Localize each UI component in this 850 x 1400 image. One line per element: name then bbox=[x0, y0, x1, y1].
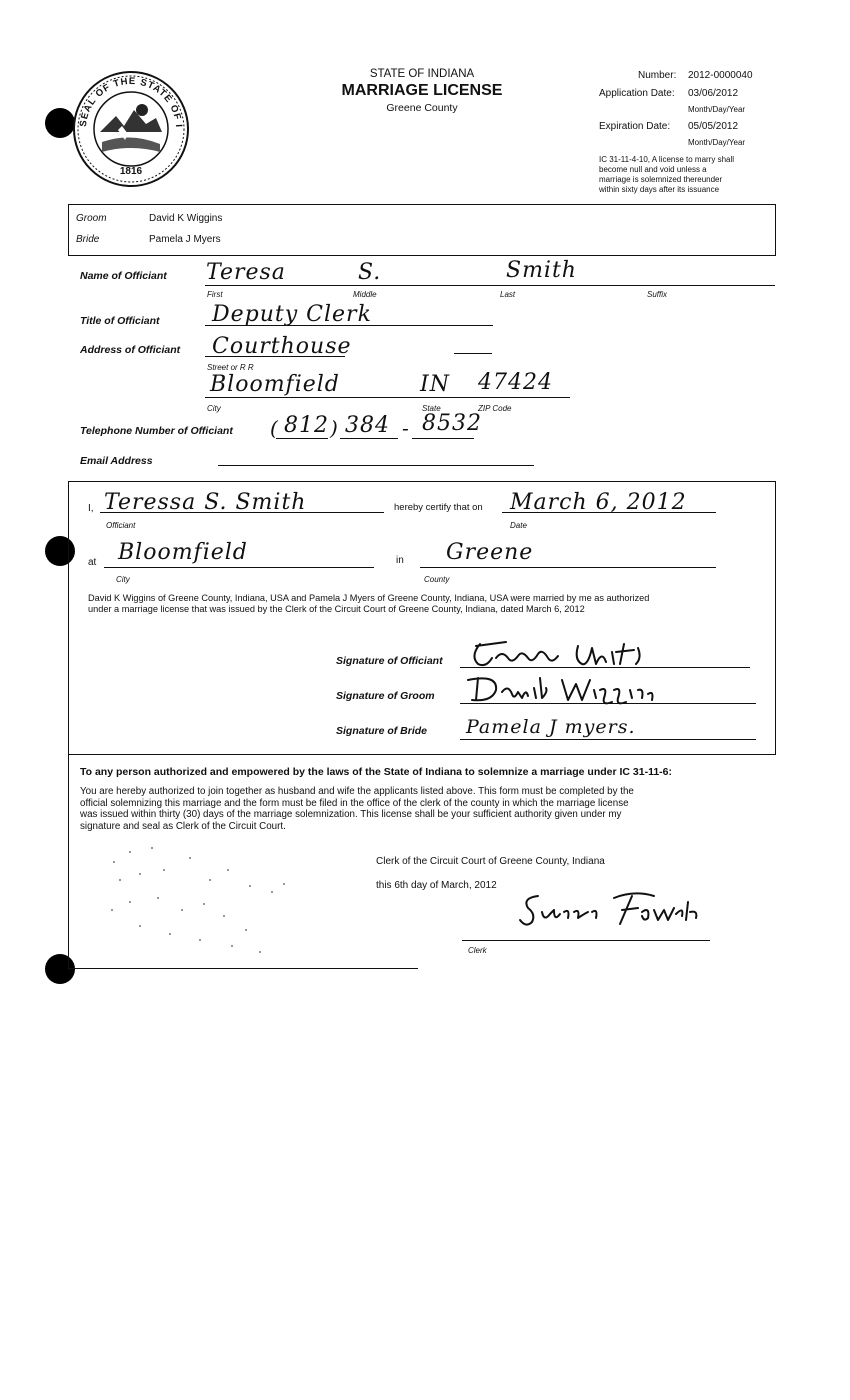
cert-date-caption: Date bbox=[510, 521, 527, 530]
sig-groom-line bbox=[460, 703, 756, 704]
cert-officiant-caption: Officiant bbox=[106, 521, 136, 530]
officiant-street-line bbox=[205, 356, 345, 357]
notice-line: marriage is solemnized thereunder bbox=[599, 175, 723, 184]
document-title: MARRIAGE LICENSE bbox=[341, 82, 503, 99]
authority-body-line: official solemnizing this marriage and the form must be filed in the office of the clerk of the county in which the marriage license bbox=[80, 797, 629, 809]
expiration-date-format: Month/Day/Year bbox=[688, 138, 746, 147]
groom-label: Groom bbox=[76, 213, 107, 224]
officiant-email-line bbox=[218, 465, 534, 466]
phone-prefix-line bbox=[340, 438, 398, 439]
cert-statement bbox=[88, 593, 768, 615]
sig-bride-label: Signature of Bride bbox=[336, 725, 428, 737]
officiant-first-name: Teresa bbox=[206, 260, 286, 285]
officiant-name-label: Name of Officiant bbox=[80, 270, 167, 282]
application-date-format: Month/Day/Year bbox=[688, 105, 746, 114]
sig-officiant-label: Signature of Officiant bbox=[336, 655, 443, 667]
license-number: 2012-0000040 bbox=[688, 70, 753, 81]
cert-date: March 6, 2012 bbox=[510, 490, 687, 515]
punch-hole-top bbox=[45, 108, 75, 138]
state-seal bbox=[72, 70, 190, 188]
phone-number-line bbox=[412, 438, 474, 439]
sig-groom-label: Signature of Groom bbox=[336, 690, 435, 702]
officiant-email-label: Email Address bbox=[80, 455, 153, 467]
phone-close-paren: ) bbox=[330, 416, 339, 440]
application-date-label: Application Date: bbox=[599, 88, 675, 99]
officiant-title-label: Title of Officiant bbox=[80, 315, 160, 327]
officiant-title: Deputy Clerk bbox=[212, 302, 372, 327]
clerk-signature bbox=[514, 888, 704, 932]
phone-area-line bbox=[276, 438, 328, 439]
phone-line-number: 8532 bbox=[422, 411, 482, 436]
notice-line: become null and void unless a bbox=[599, 165, 707, 174]
phone-open-paren: ( bbox=[270, 416, 279, 440]
county-heading: Greene County bbox=[386, 102, 458, 114]
left-margin-rule bbox=[68, 754, 69, 970]
application-date: 03/06/2012 bbox=[688, 88, 739, 99]
expiration-date-label: Expiration Date: bbox=[599, 121, 671, 132]
cert-city: Bloomfield bbox=[118, 540, 248, 565]
clerk-of-court: Clerk of the Circuit Court of Greene County, Indiana bbox=[376, 856, 605, 867]
expiration-date: 05/05/2012 bbox=[688, 121, 739, 132]
officiant-city: Bloomfield bbox=[210, 372, 340, 397]
officiant-middle-name: S. bbox=[358, 260, 382, 285]
embossed-clerk-seal bbox=[100, 840, 290, 960]
officiant-street: Courthouse bbox=[212, 334, 352, 359]
phone-dash: - bbox=[402, 416, 410, 440]
officiant-signature bbox=[466, 636, 676, 670]
clerk-signature-line bbox=[462, 940, 710, 941]
authority-body bbox=[80, 786, 770, 832]
cert-officiant-name: Teressa S. Smith bbox=[104, 490, 307, 515]
cert-city-line bbox=[104, 567, 374, 568]
officiant-last-name: Smith bbox=[506, 258, 577, 283]
sig-officiant-line bbox=[460, 667, 750, 668]
cert-statement-line: David K Wiggins of Greene County, Indiana, USA and Pamela J Myers of Greene County, Indiana, USA were married by me as authorized bbox=[88, 593, 650, 603]
clerk-caption: Clerk bbox=[468, 946, 487, 955]
seal-year: 1816 bbox=[119, 166, 143, 177]
city-caption: City bbox=[207, 404, 221, 413]
bottom-rule bbox=[68, 968, 418, 969]
bride-name: Pamela J Myers bbox=[149, 234, 221, 245]
seal-ring-text: SEAL OF THE STATE OF I bbox=[77, 75, 185, 129]
cert-officiant-line bbox=[100, 512, 384, 513]
license-number-label: Number: bbox=[638, 70, 677, 81]
certificate-box bbox=[68, 481, 776, 755]
officiant-title-line bbox=[205, 325, 493, 326]
notice-line: IC 31-11-4-10, A license to marry shall bbox=[599, 155, 735, 164]
cert-at-label: at bbox=[88, 557, 97, 568]
issued-on: this 6th day of March, 2012 bbox=[376, 880, 497, 891]
cert-in-label: in bbox=[396, 555, 404, 566]
middle-caption: Middle bbox=[353, 290, 377, 299]
cert-date-line bbox=[502, 512, 716, 513]
officiant-city-line bbox=[205, 397, 570, 398]
officiant-zip: 47424 bbox=[478, 370, 553, 395]
suffix-caption: Suffix bbox=[647, 290, 668, 299]
groom-name: David K Wiggins bbox=[149, 213, 223, 224]
first-caption: First bbox=[207, 290, 223, 299]
cert-statement-line: under a marriage license that was issued by the Clerk of the Circuit Court of Greene County, Indiana, dated March 6, 2012 bbox=[88, 604, 585, 614]
parties-box bbox=[68, 204, 776, 256]
cert-city-caption: City bbox=[116, 575, 130, 584]
authority-body-line: You are hereby authorized to join together as husband and wife the applicants listed above. This form must be completed by the bbox=[80, 786, 634, 797]
authority-body-line: was issued within thirty (30) days of the marriage solemnization. This license shall be your sufficient authority given under my bbox=[80, 809, 622, 820]
bride-label: Bride bbox=[76, 234, 100, 245]
street-caption: Street or R R bbox=[207, 363, 254, 372]
license-notice bbox=[599, 155, 734, 195]
cert-i-label: I, bbox=[88, 503, 94, 514]
cert-county: Greene bbox=[446, 540, 534, 565]
authority-body-line: signature and seal as Clerk of the Circuit Court. bbox=[80, 820, 286, 832]
last-caption: Last bbox=[500, 290, 516, 299]
officiant-phone-label: Telephone Number of Officiant bbox=[80, 425, 233, 437]
bride-signature: Pamela J myers. bbox=[466, 716, 636, 738]
state-caption: State bbox=[422, 404, 441, 413]
phone-prefix: 384 bbox=[345, 413, 390, 438]
officiant-state: IN bbox=[420, 372, 450, 397]
officiant-name-line bbox=[205, 285, 775, 286]
punch-hole-bottom bbox=[45, 954, 75, 984]
groom-signature bbox=[462, 672, 662, 706]
sig-bride-line bbox=[460, 739, 756, 740]
cert-certify-text: hereby certify that on bbox=[394, 502, 483, 513]
cert-county-caption: County bbox=[424, 575, 450, 584]
state-heading: STATE OF INDIANA bbox=[369, 68, 475, 80]
phone-area-code: 812 bbox=[284, 413, 329, 438]
zip-caption: ZIP Code bbox=[478, 404, 512, 413]
authority-heading: To any person authorized and empowered by the laws of the State of Indiana to solemnize a marriage under IC 31-11-6: bbox=[80, 766, 673, 778]
notice-line: within sixty days after its issuance bbox=[599, 185, 720, 194]
cert-county-line bbox=[420, 567, 716, 568]
officiant-address-label: Address of Officiant bbox=[80, 344, 181, 356]
officiant-street-line-end bbox=[454, 353, 492, 354]
